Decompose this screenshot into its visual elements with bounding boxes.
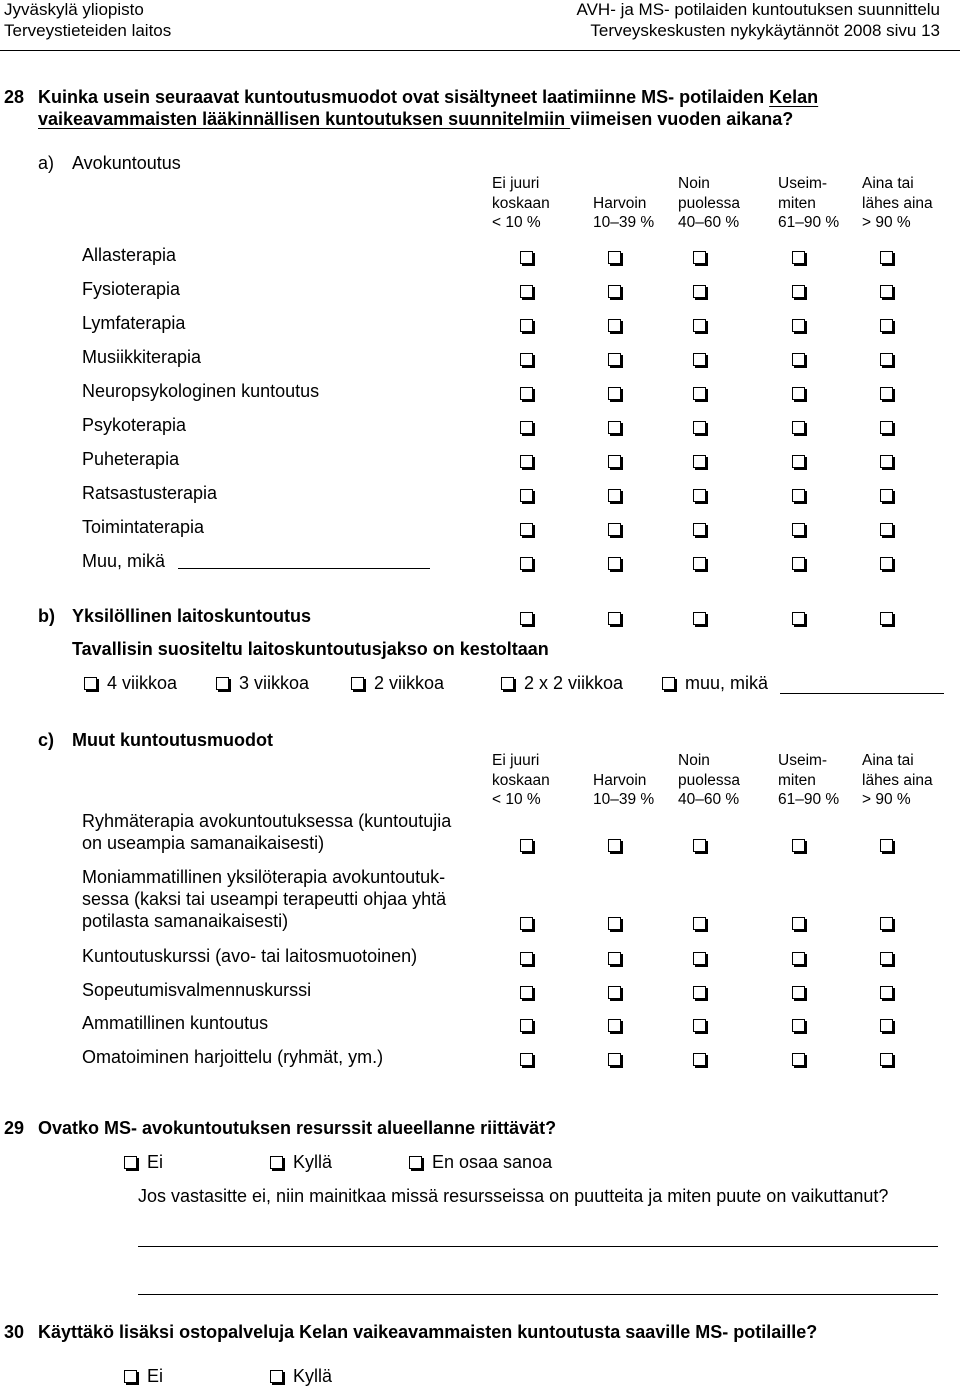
c-row-5-checkbox-5[interactable] [880,1019,893,1032]
section-b-label: b) [38,606,55,626]
c-row-2-checkbox-5[interactable] [880,917,893,930]
c-row-4-checkbox-3[interactable] [693,986,706,999]
a-row-5-checkbox-4[interactable] [792,387,805,400]
a-item-label: Muu, mikä [82,551,166,571]
scale-label: koskaan [492,771,550,789]
b-row-checkbox-5[interactable] [880,612,893,625]
c-row-1-checkbox-4[interactable] [792,839,805,852]
scale-label [593,751,654,771]
c-row-5-checkbox-4[interactable] [792,1019,805,1032]
scale-column-4 [778,751,839,810]
c-item-multi-therapy-l3: potilasta samanaikaisesti) [82,911,289,931]
scale-label: puolessa [678,194,741,212]
section-b-subtitle: Tavallisin suositeltu laitoskuntoutusjakso on kestoltaan [72,639,549,659]
scale-label: < 10 % [492,214,541,231]
scale-label: lähes aina [862,194,933,212]
a-row-1-checkbox-1[interactable] [520,251,533,264]
checkbox[interactable] [351,677,364,690]
scale-label: Noin [678,752,710,769]
b-option-other[interactable]: muu, mikä [662,673,768,694]
scale-label: Harvoin [593,194,647,212]
a-row-7-checkbox-1[interactable] [520,455,533,468]
scale-label: Aina tai [862,752,914,769]
c-row-5-checkbox-2[interactable] [608,1019,621,1032]
a-row-10-checkbox-1[interactable] [520,557,533,570]
a-row-2-checkbox-2[interactable] [608,285,621,298]
a-row-6-checkbox-1[interactable] [520,421,533,434]
c-row-2-checkbox-3[interactable] [693,917,706,930]
c-row-5-checkbox-3[interactable] [693,1019,706,1032]
a-row-3-checkbox-5[interactable] [880,319,893,332]
b-row-checkbox-2[interactable] [608,612,621,625]
section-c-label: c) [38,730,55,750]
a-row-5-checkbox-2[interactable] [608,387,621,400]
a-row-8-checkbox-3[interactable] [693,489,706,502]
header-title: AVH- ja MS- potilaiden kuntoutuksen suunnittelu [576,0,940,19]
checkbox[interactable] [501,677,514,690]
a-row-9-checkbox-5[interactable] [880,523,893,536]
a-row-4-checkbox-4[interactable] [792,353,805,366]
a-row-8-checkbox-2[interactable] [608,489,621,502]
q28-question-line2: vaikeavammaisten lääkinnällisen kuntoutuksen suunnitelmiin viimeisen vuoden aikana? [38,109,794,129]
scale-label: koskaan [492,194,550,212]
q29-answer-line-2[interactable] [138,1294,938,1295]
b-option-4wk[interactable]: 4 viikkoa [84,673,177,694]
c-row-6-checkbox-4[interactable] [792,1053,805,1066]
header-dept: Terveystieteiden laitos [4,21,172,40]
scale-label: Useim- [778,175,828,192]
c-row-3-checkbox-3[interactable] [693,952,706,965]
a-row-1-checkbox-5[interactable] [880,251,893,264]
scale-label: lähes aina [862,771,933,789]
c-row-1-checkbox-3[interactable] [693,839,706,852]
c-row-3-checkbox-4[interactable] [792,952,805,965]
a-row-9-checkbox-1[interactable] [520,523,533,536]
a-item-label: Fysioterapia [82,279,181,299]
a-row-4-checkbox-3[interactable] [693,353,706,366]
scale-column-1 [492,174,550,233]
scale-label: Ei juuri [492,175,540,192]
scale-label: > 90 % [862,214,911,231]
a-row-9-checkbox-2[interactable] [608,523,621,536]
q28-question-line1: Kuinka usein seuraavat kuntoutusmuodot ovat sisältyneet laatimiinne MS- potilaiden Kelan [38,87,819,107]
section-c-title: Muut kuntoutusmuodot [72,730,273,750]
c-item-label: Ammatillinen kuntoutus [82,1013,269,1033]
q29-answer-line-1[interactable] [138,1246,938,1247]
scale-label: Aina tai [862,175,914,192]
a-item-label: Lymfaterapia [82,313,186,333]
c-row-4-checkbox-1[interactable] [520,986,533,999]
checkbox[interactable] [84,677,97,690]
q29-question: Ovatko MS- avokuntoutuksen resurssit alueellanne riittävät? [38,1118,557,1138]
b-row-checkbox-3[interactable] [693,612,706,625]
a-row-2-checkbox-1[interactable] [520,285,533,298]
c-row-4-checkbox-5[interactable] [880,986,893,999]
c-item-label: Sopeutumisvalmennuskurssi [82,980,312,1000]
c-row-6-checkbox-3[interactable] [693,1053,706,1066]
q30-option-no[interactable]: Ei [124,1366,163,1387]
c-row-6-checkbox-1[interactable] [520,1053,533,1066]
c-row-1-checkbox-1[interactable] [520,839,533,852]
header-org: Jyväskylä yliopisto [4,0,144,19]
a-row-1-checkbox-3[interactable] [693,251,706,264]
a-row-3-checkbox-2[interactable] [608,319,621,332]
b-option-2wk[interactable]: 2 viikkoa [351,673,444,694]
a-row-6-checkbox-3[interactable] [693,421,706,434]
scale-label: Harvoin [593,771,647,789]
q30-question: Käyttäkö lisäksi ostopalveluja Kelan vaikeavammaisten kuntoutusta saaville MS- potilaille? [38,1322,818,1342]
a-row-9-checkbox-3[interactable] [693,523,706,536]
scale-label: puolessa [678,771,741,789]
scale-column-4 [778,174,839,233]
checkbox[interactable] [124,1370,137,1383]
scale-label: 40–60 % [678,214,740,231]
a-row-3-checkbox-4[interactable] [792,319,805,332]
a-row-6-checkbox-2[interactable] [608,421,621,434]
b-row-checkbox-4[interactable] [792,612,805,625]
scale-label: 61–90 % [778,214,840,231]
a-row-10-checkbox-3[interactable] [693,557,706,570]
c-row-2-checkbox-2[interactable] [608,917,621,930]
a-row-1-checkbox-4[interactable] [792,251,805,264]
c-row-4-checkbox-2[interactable] [608,986,621,999]
c-row-4-checkbox-4[interactable] [792,986,805,999]
a-row-6-checkbox-5[interactable] [880,421,893,434]
c-item-label: Kuntoutuskurssi (avo- tai laitosmuotoinen) [82,946,418,966]
a-row-8-checkbox-5[interactable] [880,489,893,502]
scale-label: < 10 % [492,791,541,808]
q30-option-yes[interactable]: Kyllä [270,1366,332,1387]
scale-label: Useim- [778,752,828,769]
a-row-3-checkbox-3[interactable] [693,319,706,332]
header-rule [0,50,960,51]
scale-column-3 [678,174,740,233]
c-row-1-checkbox-2[interactable] [608,839,621,852]
a-item-label: Ratsastusterapia [82,483,218,503]
a-row-4-checkbox-1[interactable] [520,353,533,366]
a-row-10-checkbox-4[interactable] [792,557,805,570]
q29-option-yes[interactable]: Kyllä [270,1152,332,1173]
scale-label: Ei juuri [492,752,540,769]
scale-label: 40–60 % [678,791,740,808]
b-other-specify-line[interactable] [780,693,944,694]
a-row-1-checkbox-2[interactable] [608,251,621,264]
checkbox[interactable] [124,1156,137,1169]
a-item-label: Neuropsykologinen kuntoutus [82,381,320,401]
c-row-2-checkbox-4[interactable] [792,917,805,930]
scale-column-3 [678,751,740,810]
a-row-10-checkbox-2[interactable] [608,557,621,570]
a-row-8-checkbox-4[interactable] [792,489,805,502]
a-row-3-checkbox-1[interactable] [520,319,533,332]
a-item-label: Puheterapia [82,449,180,469]
scale-column-2 [593,174,654,233]
c-item-label: Omatoiminen harjoittelu (ryhmät, ym.) [82,1047,384,1067]
scale-label: 10–39 % [593,791,655,808]
scale-column-2 [593,751,654,810]
a-row-2-checkbox-3[interactable] [693,285,706,298]
a-row-7-checkbox-5[interactable] [880,455,893,468]
c-row-6-checkbox-2[interactable] [608,1053,621,1066]
a-item-label: Toimintaterapia [82,517,205,537]
c-item-multi-therapy-l1: Moniammatillinen yksilöterapia avokuntoutuk- [82,867,446,887]
scale-label: > 90 % [862,791,911,808]
c-row-3-checkbox-2[interactable] [608,952,621,965]
other-specify-line[interactable] [178,568,430,569]
a-row-8-checkbox-1[interactable] [520,489,533,502]
scale-label [593,174,654,194]
section-a-label: a) [38,153,55,173]
a-row-5-checkbox-5[interactable] [880,387,893,400]
checkbox[interactable] [270,1370,283,1383]
a-row-9-checkbox-4[interactable] [792,523,805,536]
c-row-2-checkbox-1[interactable] [520,917,533,930]
checkbox[interactable] [662,677,675,690]
a-row-5-checkbox-1[interactable] [520,387,533,400]
a-row-7-checkbox-3[interactable] [693,455,706,468]
c-row-3-checkbox-5[interactable] [880,952,893,965]
c-row-1-checkbox-5[interactable] [880,839,893,852]
scale-column-1 [492,751,550,810]
b-option-3wk[interactable]: 3 viikkoa [216,673,309,694]
scale-column-5 [862,174,933,233]
c-row-3-checkbox-1[interactable] [520,952,533,965]
scale-label: Noin [678,175,710,192]
b-option-2x2wk[interactable]: 2 x 2 viikkoa [501,673,623,694]
b-row-checkbox-1[interactable] [520,612,533,625]
q28-number: 28 [4,87,25,107]
scale-label: 10–39 % [593,214,655,231]
q29-followup: Jos vastasitte ei, niin mainitkaa missä resursseissa on puutteita ja miten puute on vaikuttanut? [138,1186,889,1206]
q29-option-no[interactable]: Ei [124,1152,163,1173]
c-row-6-checkbox-5[interactable] [880,1053,893,1066]
section-a-title: Avokuntoutus [72,153,181,173]
scale-label: 61–90 % [778,791,840,808]
header-page: Terveyskeskusten nykykäytännöt 2008 sivu 13 [590,21,940,40]
checkbox[interactable] [409,1156,422,1169]
scale-column-5 [862,751,933,810]
section-b-title: Yksilöllinen laitoskuntoutus [72,606,312,626]
c-item-group-therapy-l2: on useampia samanaikaisesti) [82,833,325,853]
a-row-2-checkbox-5[interactable] [880,285,893,298]
a-row-5-checkbox-3[interactable] [693,387,706,400]
a-row-7-checkbox-2[interactable] [608,455,621,468]
checkbox[interactable] [270,1156,283,1169]
q30-number: 30 [4,1322,25,1342]
c-item-multi-therapy-l2: sessa (kaksi tai useampi terapeutti ohjaa yhtä [82,889,447,909]
a-row-10-checkbox-5[interactable] [880,557,893,570]
a-row-7-checkbox-4[interactable] [792,455,805,468]
c-item-group-therapy-l1: Ryhmäterapia avokuntoutuksessa (kuntoutujia [82,811,452,831]
q29-number: 29 [4,1118,25,1138]
a-row-2-checkbox-4[interactable] [792,285,805,298]
a-item-label: Allasterapia [82,245,177,265]
c-row-5-checkbox-1[interactable] [520,1019,533,1032]
scale-label: miten [778,771,816,789]
scale-label: miten [778,194,816,212]
a-item-label: Musiikkiterapia [82,347,202,367]
q29-option-dont-know[interactable]: En osaa sanoa [409,1152,552,1173]
a-row-4-checkbox-5[interactable] [880,353,893,366]
checkbox[interactable] [216,677,229,690]
a-row-4-checkbox-2[interactable] [608,353,621,366]
a-row-6-checkbox-4[interactable] [792,421,805,434]
a-item-label: Psykoterapia [82,415,187,435]
